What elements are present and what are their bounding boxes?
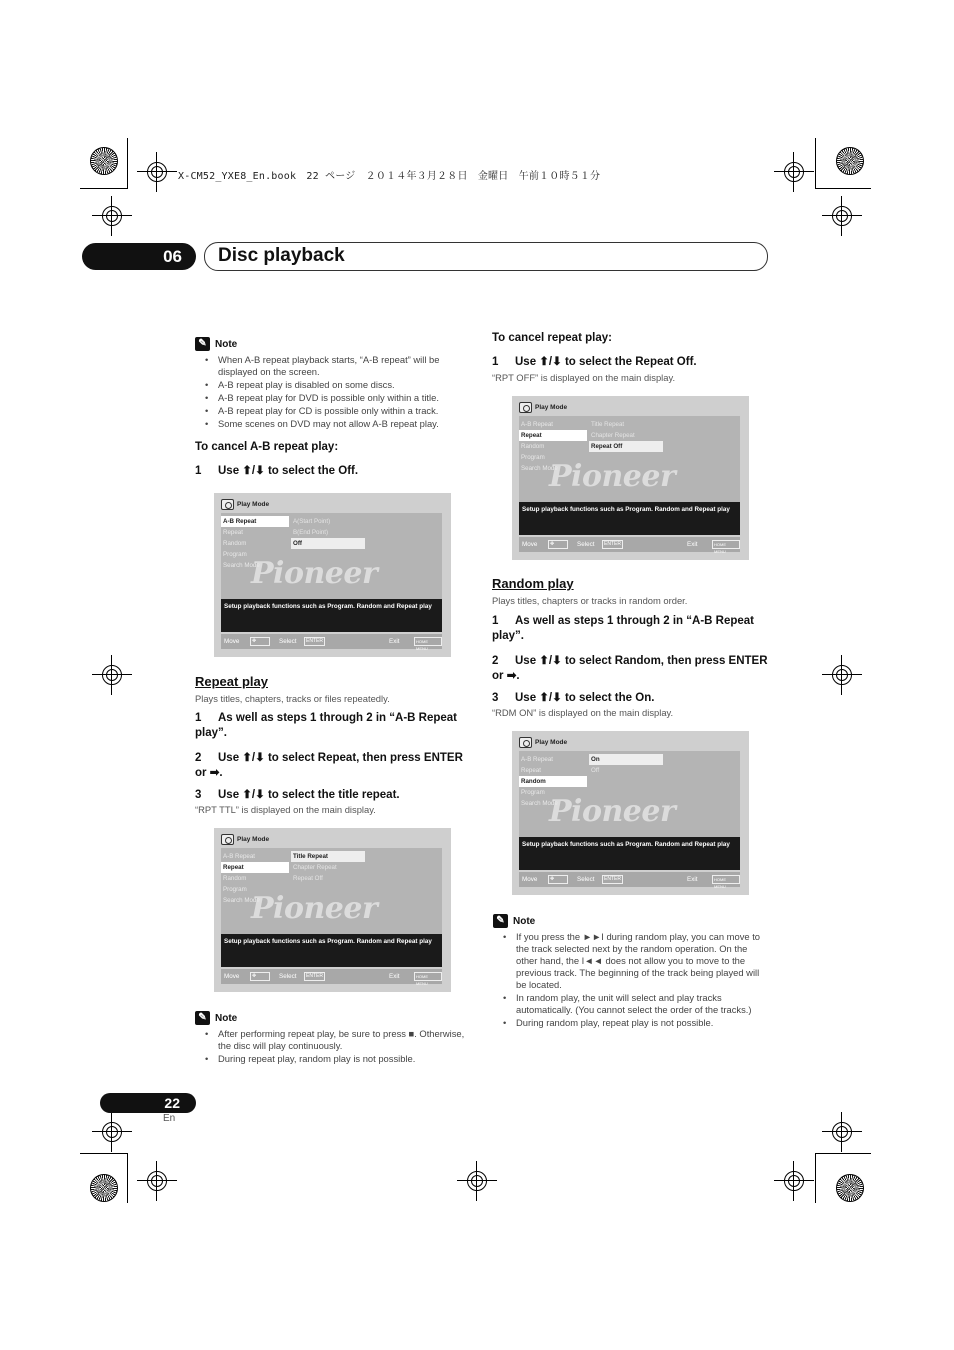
osd-footer: Move ✥ Select ENTER Exit HOME MENU xyxy=(519,537,740,552)
note-label: Note xyxy=(513,915,536,927)
home-menu-key: HOME MENU xyxy=(414,637,442,646)
pioneer-logo: Pioneer xyxy=(549,459,676,494)
crop-mark xyxy=(815,1153,816,1203)
crosshair-mark xyxy=(92,655,132,695)
cancel-ab-heading: To cancel A-B repeat play: xyxy=(195,441,339,453)
random-step-1: 1 As well as steps 1 through 2 in “A-B Repeat play”. xyxy=(492,615,754,642)
osd-body xyxy=(221,513,442,599)
chapter-title: Disc playback xyxy=(218,245,345,266)
pioneer-logo: Pioneer xyxy=(251,556,378,591)
right-note xyxy=(493,913,767,1029)
osd-menu xyxy=(221,516,289,571)
menu-item-ab-repeat[interactable]: A-B Repeat xyxy=(521,756,553,763)
crosshair-mark xyxy=(137,1161,177,1201)
menu-item-search-mode[interactable]: Search Mode xyxy=(223,562,260,569)
osd-help-text: Setup playback functions such as Program. Random and Repeat play xyxy=(221,599,442,632)
disc-menu-icon xyxy=(221,499,234,510)
option-item[interactable]: Chapter Repeat xyxy=(293,864,337,871)
random-step-3: 3 Use ⬆/⬇ to select the On. xyxy=(492,692,655,704)
menu-item-random[interactable]: Random xyxy=(519,776,587,787)
menu-item-ab-repeat[interactable]: A-B Repeat xyxy=(521,421,553,428)
osd-body xyxy=(519,751,740,837)
osd-header: Play Mode xyxy=(519,737,567,748)
osd-options xyxy=(589,754,663,776)
disc-menu-icon xyxy=(519,737,532,748)
menu-item-random[interactable]: Random xyxy=(521,443,545,450)
pioneer-logo: Pioneer xyxy=(549,794,676,829)
menu-item-repeat[interactable]: Repeat xyxy=(221,862,289,873)
menu-item-program[interactable]: Program xyxy=(223,551,247,558)
crop-mark xyxy=(815,138,816,188)
repeat-play-title: Repeat play xyxy=(195,674,268,689)
home-menu-key: HOME MENU xyxy=(414,972,442,981)
option-item[interactable]: Title Repeat xyxy=(591,421,625,428)
crosshair-mark xyxy=(92,1112,132,1152)
enter-key: ENTER xyxy=(604,876,621,882)
page-language: En xyxy=(163,1113,176,1124)
crosshair-mark xyxy=(822,655,862,695)
home-menu-key: HOME MENU xyxy=(712,540,740,549)
list-item: • A-B repeat play is disabled on some discs. xyxy=(195,379,465,391)
menu-item-search-mode[interactable]: Search Mode xyxy=(521,465,558,472)
repeat-step-3: 3 Use ⬆/⬇ to select the title repeat. xyxy=(195,789,400,801)
list-item: • During random play, repeat play is not possible. xyxy=(493,1017,767,1029)
registration-starburst-top-left xyxy=(90,147,118,175)
move-arrows-icon: ✥ xyxy=(548,540,568,549)
osd-options xyxy=(291,851,365,884)
list-item: • After performing repeat play, be sure to press ■. Otherwise, the disc will play continuously. xyxy=(195,1028,465,1052)
osd-footer: Move ✥ Select ENTER Exit HOME MENU xyxy=(519,872,740,887)
page-number: 22 xyxy=(100,1093,196,1113)
note-list xyxy=(195,354,465,430)
osd-footer: Move ✥ Select ENTER Exit HOME MENU xyxy=(221,969,442,984)
list-item: • During repeat play, random play is not possible. xyxy=(195,1053,465,1065)
menu-item-search-mode[interactable]: Search Mode xyxy=(521,800,558,807)
osd-screen-random xyxy=(512,731,749,895)
osd-options xyxy=(589,419,663,452)
osd-help-text: Setup playback functions such as Program. Random and Repeat play xyxy=(519,837,740,870)
list-item: • A-B repeat play for CD is possible only within a track. xyxy=(195,405,465,417)
menu-item-program[interactable]: Program xyxy=(521,454,545,461)
osd-screen-repeat-off xyxy=(512,396,749,560)
osd-header: Play Mode xyxy=(221,499,269,510)
note-list xyxy=(195,1028,465,1065)
crosshair-mark xyxy=(774,1161,814,1201)
repeat-step-2: 2 Use ⬆/⬇ to select Repeat, then press ENTER or ➡. xyxy=(195,752,463,779)
menu-item-repeat[interactable]: Repeat xyxy=(521,767,541,774)
note-heading xyxy=(195,336,465,352)
osd-help-text: Setup playback functions such as Program. Random and Repeat play xyxy=(519,502,740,535)
left-note-2 xyxy=(195,1010,465,1065)
cancel-repeat-heading: To cancel repeat play: xyxy=(492,332,612,344)
osd-menu xyxy=(519,754,587,809)
crop-mark xyxy=(815,1153,871,1154)
crop-mark xyxy=(127,1153,128,1203)
note-pencil-icon: ✎ xyxy=(195,337,210,351)
move-arrows-icon: ✥ xyxy=(250,972,270,981)
note-label: Note xyxy=(215,338,238,350)
random-play-desc: Plays titles, chapters or tracks in random order. xyxy=(492,595,688,606)
list-item: • Some scenes on DVD may not allow A-B repeat play. xyxy=(195,418,465,430)
crosshair-mark xyxy=(822,196,862,236)
menu-item-program[interactable]: Program xyxy=(521,789,545,796)
option-item-selected[interactable]: Repeat Off xyxy=(589,441,663,452)
crop-mark xyxy=(127,138,128,188)
pioneer-logo: Pioneer xyxy=(251,891,378,926)
print-header: X-CM52_YXE8_En.book 22 ページ ２０１４年３月２８日 金曜日 午前１０時５１分 xyxy=(178,171,601,182)
menu-item-search-mode[interactable]: Search Mode xyxy=(223,897,260,904)
option-item[interactable]: Chapter Repeat xyxy=(591,432,635,439)
disc-menu-icon xyxy=(519,402,532,413)
cancel-repeat-step: 1 Use ⬆/⬇ to select the Repeat Off. xyxy=(492,356,697,368)
crop-mark xyxy=(80,1153,128,1154)
move-arrows-icon: ✥ xyxy=(548,875,568,884)
osd-header: Play Mode xyxy=(221,834,269,845)
option-item-selected[interactable]: Off xyxy=(291,538,365,549)
osd-options xyxy=(291,516,365,549)
menu-item-ab-repeat[interactable]: A-B Repeat xyxy=(223,853,255,860)
menu-item-ab-repeat[interactable]: A-B Repeat xyxy=(221,516,289,527)
list-item: • In random play, the unit will select and play tracks automatically. (You cannot select the order of the tracks.) xyxy=(493,992,767,1016)
repeat-result: “RPT TTL” is displayed on the main display. xyxy=(195,804,376,815)
osd-help-text: Setup playback functions such as Program. Random and Repeat play xyxy=(221,934,442,967)
osd-menu xyxy=(519,419,587,474)
option-item[interactable]: B(End Point) xyxy=(293,529,329,536)
registration-starburst-bottom-left xyxy=(90,1174,118,1202)
home-menu-key: HOME MENU xyxy=(712,875,740,884)
osd-body xyxy=(221,848,442,934)
osd-screen-ab-repeat xyxy=(214,493,451,657)
random-step-2: 2 Use ⬆/⬇ to select Random, then press ENTER or ➡. xyxy=(492,655,768,682)
crosshair-mark xyxy=(92,196,132,236)
note-pencil-icon: ✎ xyxy=(493,914,508,928)
registration-starburst-top-right xyxy=(836,147,864,175)
crop-mark xyxy=(815,188,871,189)
random-result: “RDM ON” is displayed on the main display. xyxy=(492,707,674,718)
menu-item-program[interactable]: Program xyxy=(223,886,247,893)
enter-key: ENTER xyxy=(306,638,323,644)
enter-key: ENTER xyxy=(604,541,621,547)
list-item: • When A-B repeat playback starts, “A-B repeat” will be displayed on the screen. xyxy=(195,354,465,378)
cancel-ab-step: 1 Use ⬆/⬇ to select the Off. xyxy=(195,465,359,477)
menu-item-repeat[interactable]: Repeat xyxy=(519,430,587,441)
menu-item-random[interactable]: Random xyxy=(223,875,247,882)
registration-starburst-bottom-right xyxy=(836,1174,864,1202)
crosshair-mark xyxy=(457,1161,497,1201)
crop-mark xyxy=(80,188,128,189)
crosshair-mark xyxy=(822,1112,862,1152)
option-item[interactable]: Off xyxy=(591,767,600,774)
enter-key: ENTER xyxy=(306,973,323,979)
option-item[interactable]: A(Start Point) xyxy=(293,518,331,525)
crosshair-mark xyxy=(774,152,814,192)
osd-body xyxy=(519,416,740,502)
crosshair-mark xyxy=(137,152,177,192)
osd-header: Play Mode xyxy=(519,402,567,413)
menu-item-repeat[interactable]: Repeat xyxy=(223,529,243,536)
move-arrows-icon: ✥ xyxy=(250,637,270,646)
osd-menu xyxy=(221,851,289,906)
note-heading xyxy=(195,1010,465,1026)
note-heading xyxy=(493,913,767,929)
left-column xyxy=(195,336,465,430)
list-item: • A-B repeat play for DVD is possible only within a title. xyxy=(195,392,465,404)
option-item[interactable]: Repeat Off xyxy=(293,875,323,882)
note-list xyxy=(493,931,767,1029)
osd-footer: Move ✥ Select ENTER Exit HOME MENU xyxy=(221,634,442,649)
repeat-play-desc: Plays titles, chapters, tracks or files repeatedly. xyxy=(195,693,390,704)
disc-menu-icon xyxy=(221,834,234,845)
repeat-step-1: 1 As well as steps 1 through 2 in “A-B Repeat play”. xyxy=(195,712,457,739)
menu-item-random[interactable]: Random xyxy=(223,540,247,547)
option-item-selected[interactable]: Title Repeat xyxy=(291,851,365,862)
list-item: • If you press the ►►I during random play, you can move to the track selected next by the random operation. On the other hand, the I◄◄ does not allow you to move to the previous track. The beginning of the track being played will be located. xyxy=(493,931,767,991)
random-play-title: Random play xyxy=(492,576,574,591)
cancel-repeat-result: “RPT OFF” is displayed on the main display. xyxy=(492,372,676,383)
chapter-number: 06 xyxy=(82,243,196,270)
note-label: Note xyxy=(215,1012,238,1024)
option-item-selected[interactable]: On xyxy=(589,754,663,765)
note-pencil-icon: ✎ xyxy=(195,1011,210,1025)
osd-screen-repeat xyxy=(214,828,451,992)
